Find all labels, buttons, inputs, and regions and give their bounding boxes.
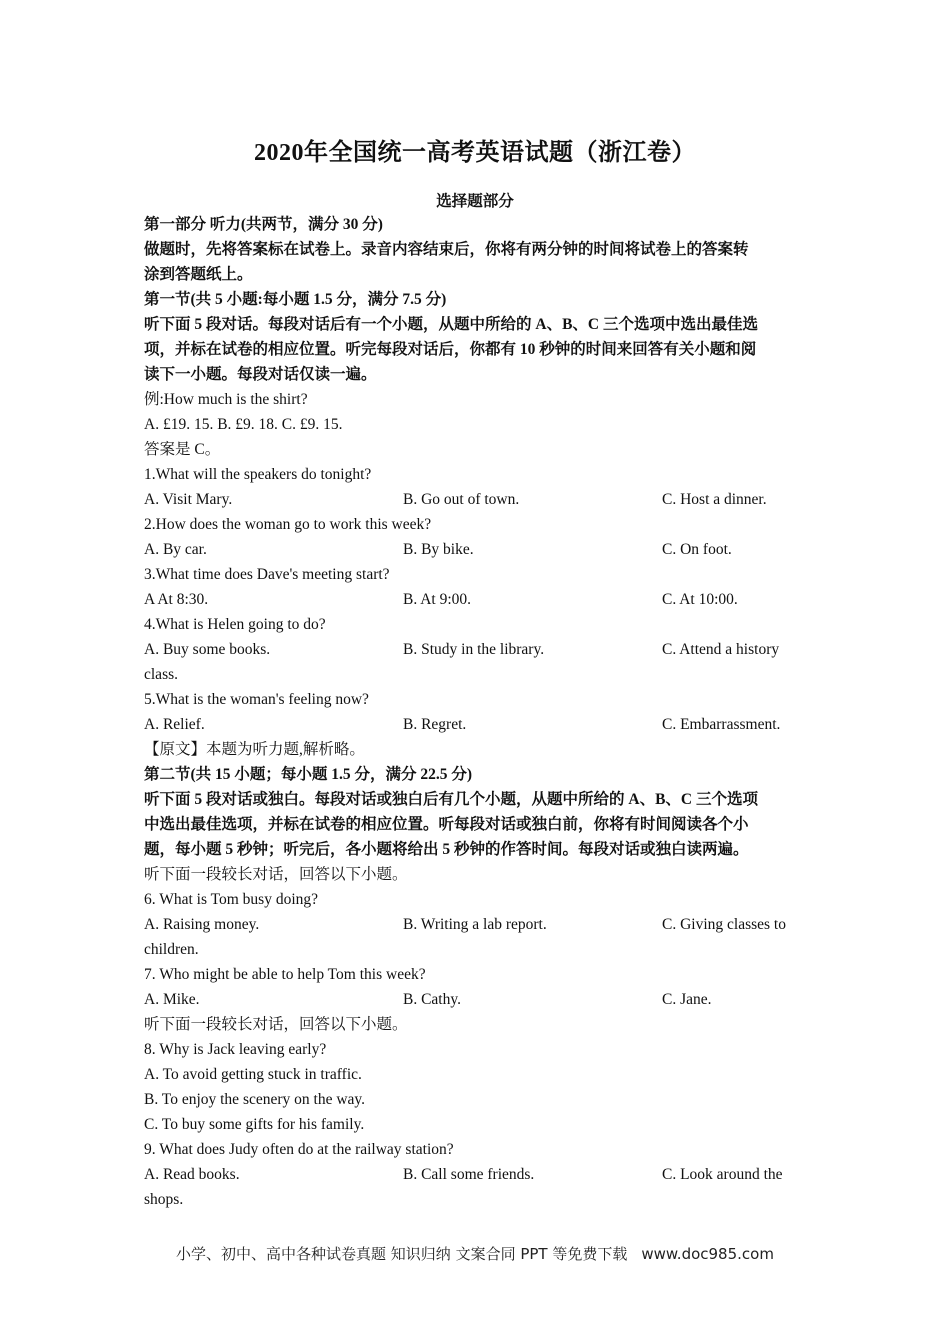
option-a: A. Read books. [144, 1166, 240, 1183]
text-line: 例:How much is the shirt? [144, 391, 308, 408]
instruction-line: 第一部分 听力(共两节，满分 30 分) [144, 216, 383, 233]
footer-url: www.doc985.com [641, 1245, 774, 1263]
option-c: C. Giving classes to [662, 916, 786, 933]
text-line: A. £19. 15. B. £9. 18. C. £9. 15. [144, 416, 343, 433]
text-line: 9. What does Judy often do at the railway station? [144, 1141, 454, 1158]
option-row [144, 712, 812, 737]
option-c: C. Attend a history [662, 641, 780, 658]
text-line: 6. What is Tom busy doing? [144, 891, 319, 908]
text-line: A. To avoid getting stuck in traffic. [144, 1066, 362, 1083]
instruction-line: 项，并标在试卷的相应位置。听完每段对话后，你都有 10 秒钟的时间来回答有关小题和阅 [144, 341, 757, 358]
option-c: C. On foot. [662, 541, 732, 558]
option-row [144, 537, 812, 562]
option-a: A. Relief. [144, 716, 205, 733]
instruction-line: 第二节(共 15 小题；每小题 1.5 分，满分 22.5 分) [144, 766, 473, 783]
option-a: A. By car. [144, 541, 207, 558]
text-line: 听下面一段较长对话，回答以下小题。 [144, 866, 408, 883]
text-line: 【原文】本题为听力题,解析略。 [144, 741, 365, 758]
instruction-line: 涂到答题纸上。 [144, 266, 253, 283]
option-row [144, 912, 812, 937]
page-footer [0, 1243, 950, 1264]
instruction-line: 听下面 5 段对话。每段对话后有一个小题，从题中所给的 A、B、C 三个选项中选出最佳选 [144, 316, 758, 333]
option-c: C. Look around the [662, 1166, 783, 1183]
option-row [144, 987, 812, 1012]
text-line: C. To buy some gifts for his family. [144, 1116, 365, 1133]
instruction-line: 做题时，先将答案标在试卷上。录音内容结束后，你将有两分钟的时间将试卷上的答案转 [144, 241, 749, 258]
option-b: B. Call some friends. [403, 1166, 535, 1183]
instruction-line: 听下面 5 段对话或独白。每段对话或独白后有几个小题，从题中所给的 A、B、C 三个选项 [144, 791, 758, 808]
text-line: 4.What is Helen going to do? [144, 616, 326, 633]
option-b: B. By bike. [403, 541, 474, 558]
option-a: A. Buy some books. [144, 641, 271, 658]
option-a: A. Mike. [144, 991, 200, 1008]
option-b: B. Go out of town. [403, 491, 520, 508]
option-b: B. Cathy. [403, 991, 461, 1008]
text-line: 7. Who might be able to help Tom this week? [144, 966, 426, 983]
option-c: C. Host a dinner. [662, 491, 767, 508]
text-line: 答案是 C。 [144, 441, 221, 458]
text-line: 1.What will the speakers do tonight? [144, 466, 372, 483]
option-c: C. Jane. [662, 991, 712, 1008]
option-row [144, 1162, 812, 1187]
text-line: 2.How does the woman go to work this week? [144, 516, 432, 533]
footer-text: 小学、初中、高中各种试卷真题 知识归纳 文案合同 PPT 等免费下载 [176, 1245, 628, 1263]
text-line: 3.What time does Dave's meeting start? [144, 566, 390, 583]
text-line: 8. Why is Jack leaving early? [144, 1041, 327, 1058]
option-row [144, 587, 812, 612]
exam-content [144, 212, 812, 1212]
page-title: 2020年全国统一高考英语试题（浙江卷） [254, 140, 696, 166]
option-row [144, 487, 812, 512]
option-row [144, 637, 812, 662]
instruction-line: 中选出最佳选项，并标在试卷的相应位置。听每段对话或独白前，你将有时间阅读各个小 [144, 816, 749, 833]
option-b: B. At 9:00. [403, 591, 472, 608]
option-c: C. Embarrassment. [662, 716, 781, 733]
instruction-line: 读下一小题。每段对话仅读一遍。 [144, 366, 377, 383]
text-line: 5.What is the woman's feeling now? [144, 691, 369, 708]
text-line: 听下面一段较长对话，回答以下小题。 [144, 1016, 408, 1033]
option-b: B. Regret. [403, 716, 467, 733]
option-b: B. Study in the library. [403, 641, 545, 658]
text-line: shops. [144, 1191, 184, 1208]
option-c: C. At 10:00. [662, 591, 738, 608]
instruction-line: 题，每小题 5 秒钟；听完后，各小题将给出 5 秒钟的作答时间。每段对话或独白读两遍。 [144, 841, 749, 858]
option-b: B. Writing a lab report. [403, 916, 547, 933]
text-line: class. [144, 666, 179, 683]
instruction-line: 第一节(共 5 小题:每小题 1.5 分，满分 7.5 分) [144, 291, 447, 308]
option-a: A. Raising money. [144, 916, 260, 933]
text-line: children. [144, 941, 199, 958]
text-line: B. To enjoy the scenery on the way. [144, 1091, 366, 1108]
option-a: A At 8:30. [144, 591, 209, 608]
section-header: 选择题部分 [436, 193, 514, 210]
option-a: A. Visit Mary. [144, 491, 233, 508]
